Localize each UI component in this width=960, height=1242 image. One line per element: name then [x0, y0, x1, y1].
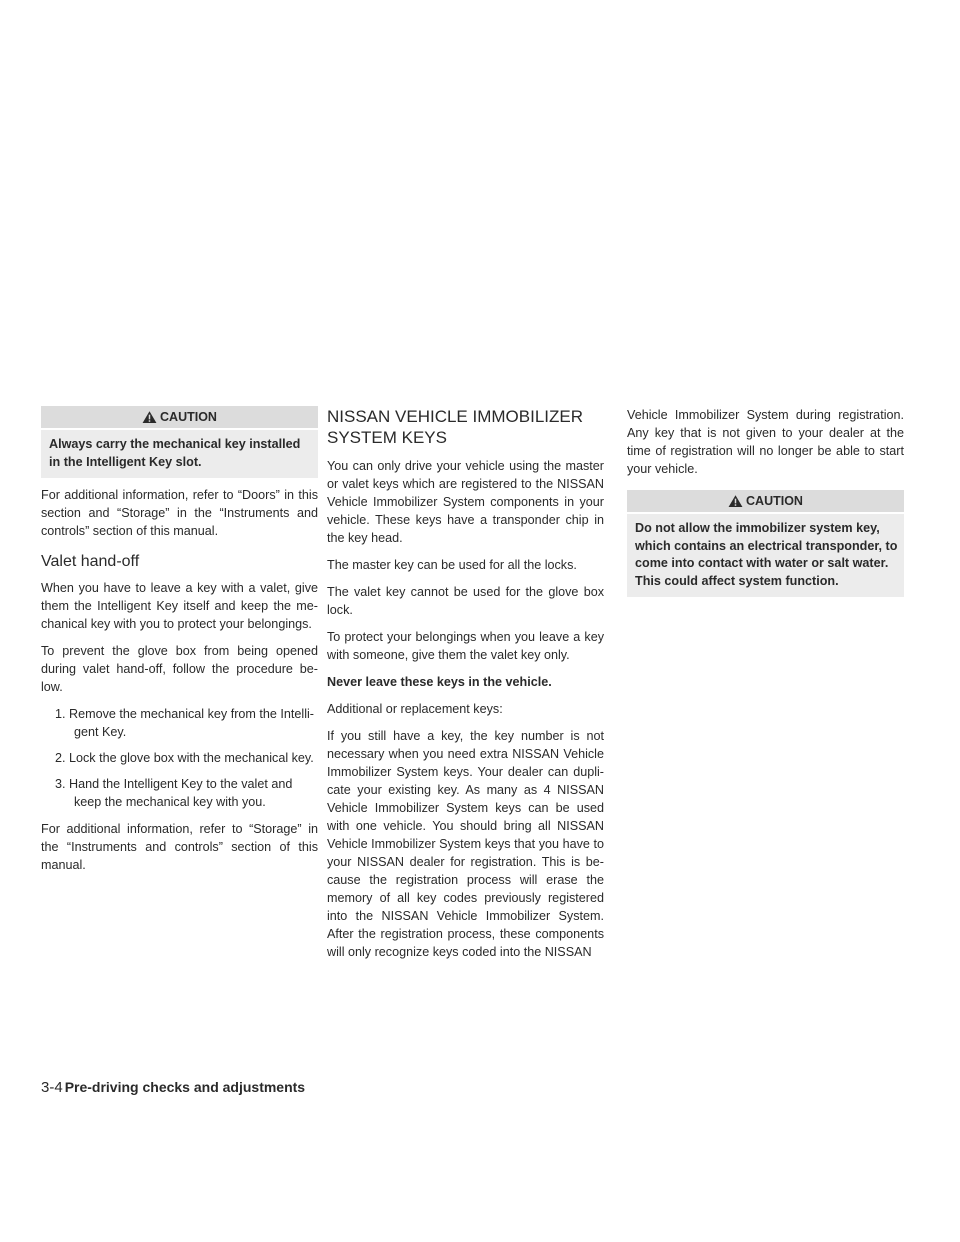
section-name: Pre-driving checks and adjustments [64, 1079, 306, 1095]
column-right [627, 406, 904, 597]
paragraph: You can only drive your vehicle using the master or valet keys which are registered to the NISSAN Vehicle Immobilizer System components in your vehicle. These keys have a transponder chip in the key head. [327, 459, 604, 545]
section-heading: Valet hand-off [41, 553, 140, 570]
paragraph: To protect your belongings when you leave a key with someone, give them the valet key only. [327, 630, 604, 662]
list-item: 2. Lock the glove box with the mechanical key. [55, 751, 314, 765]
paragraph: Additional or replacement keys: [327, 702, 503, 716]
paragraph: The master key can be used for all the locks. [327, 558, 577, 572]
warning-statement: Never leave these keys in the vehicle. [327, 675, 552, 689]
caution-text: Always carry the mechanical key installed in the Intelligent Key slot. [41, 430, 318, 478]
list-item: 3. Hand the Intelligent Key to the valet and keep the mechanical key with you. [55, 777, 293, 809]
paragraph: The valet key cannot be used for the glove box lock. [327, 585, 604, 617]
caution-title: CAUTION [160, 410, 217, 424]
steps-list [41, 705, 318, 811]
page-number: 3-4 [41, 1079, 63, 1096]
column-left [41, 406, 318, 883]
paragraph: When you have to leave a key with a valet, give them the Intelligent Key itself and keep the me- chanical key with you to protect your belongings. [41, 581, 318, 631]
warning-icon [728, 494, 743, 508]
caution-header [41, 406, 318, 428]
caution-text: Do not allow the immobilizer system key, which contains an electrical transponder, to come into contact with water or salt water. This could affect system function. [627, 514, 904, 597]
page-footer [41, 1079, 305, 1096]
column-middle [327, 406, 604, 970]
paragraph: For additional information, refer to “Doors” in this section and “Storage” in the “Instruments and controls” section of this manual. [41, 488, 318, 538]
paragraph: If you still have a key, the key number is not necessary when you need extra NISSAN Vehicle Immobilizer System keys. Your dealer can dupli- cate your existing key. As many as 4 NISSAN Vehicle Immobilizer System keys can be used with one vehicle. You should bring all NISSAN Vehicle Immobilizer System keys that you have to your NISSAN dealer for registration. This is be- cause the registration process will erase the memory of all key codes previously registered into the NISSAN Vehicle Immobilizer System. After the registration process, these components will only recognize keys coded into the NISSAN [327, 729, 604, 959]
caution-title: CAUTION [746, 494, 803, 508]
caution-header [627, 490, 904, 512]
paragraph: For additional information, refer to “Storage” in the “Instruments and controls” section of this manual. [41, 822, 318, 872]
warning-icon [142, 410, 157, 424]
section-title: NISSAN VEHICLE IMMOBILIZER SYSTEM KEYS [327, 407, 583, 447]
list-item: 1. Remove the mechanical key from the Intelli- gent Key. [55, 707, 314, 739]
paragraph: Vehicle Immobilizer System during registration. Any key that is not given to your dealer at the time of registration will no longer be able to start your vehicle. [627, 408, 904, 476]
paragraph: To prevent the glove box from being opened during valet hand-off, follow the procedure be- low. [41, 644, 318, 694]
